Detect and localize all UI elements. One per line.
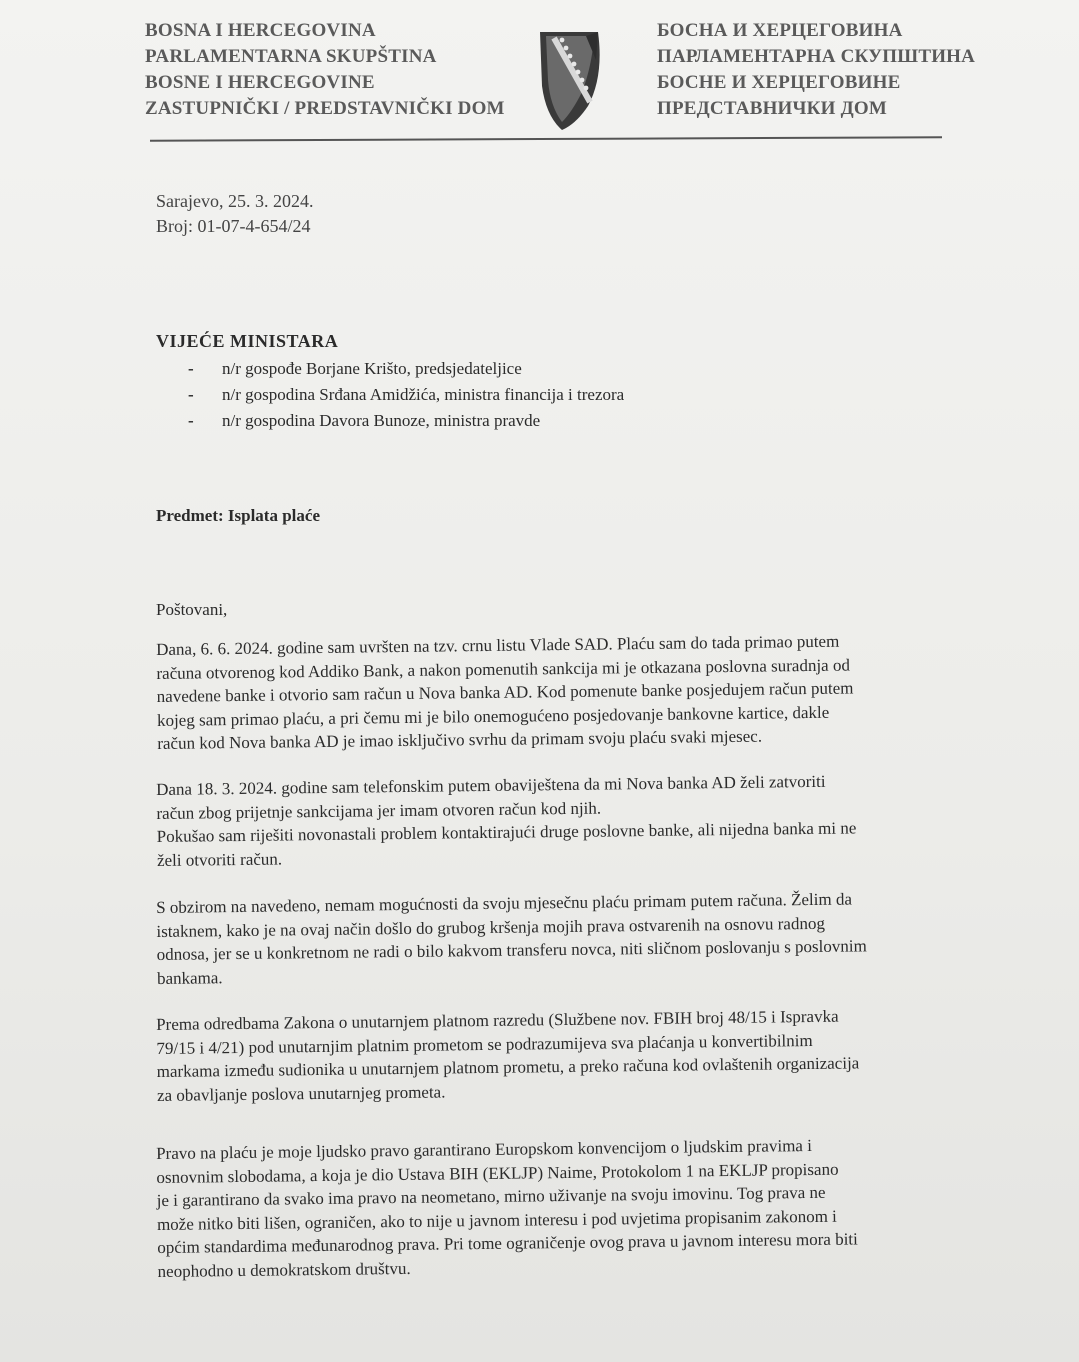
- paragraph-line: račun zbog prijetnje sankcijama jer imam otvoren račun kod njih.: [156, 798, 602, 823]
- paragraph-line: neophodno u demokratskom društvu.: [157, 1258, 411, 1281]
- paragraph-line: računa otvorenog kod Addiko Bank, a nakon pomenutih sankcija mi je otkazana poslovna suradnja od: [156, 655, 851, 683]
- paragraph-line: Dana 18. 3. 2024. godine sam telefonskim putem obaviještena da mi Nova banka AD želi zatvoriti: [156, 771, 826, 799]
- place-date: Sarajevo, 25. 3. 2024.: [156, 191, 314, 211]
- paragraph-line: markama između sudionika u unutarnjem platnom prometu, a preko računa kod ovlaštenih organizacija: [156, 1053, 860, 1081]
- coat-of-arms-icon: [532, 26, 608, 130]
- paragraph-line: navedene banke i otvorio sam račun u Nova banka AD. Kod pomenute banke posjedujem račun putem: [156, 678, 854, 706]
- paragraph-line: istaknem, kako je na ovaj način došlo do grubog kršenja mojih prava ostvarenih na osnovu radnog: [156, 913, 826, 941]
- letterhead-latin-line: BOSNA I HERCEGOVINA: [145, 20, 376, 41]
- letterhead-cyrillic-line: ПРЕДСТАВНИЧКИ ДОМ: [657, 98, 887, 119]
- paragraph-line: Pravo na plaću je moje ljudsko pravo garantirano Europskom konvencijom o ljudskim pravima i: [156, 1135, 812, 1163]
- letterhead-latin-line: BOSNE I HERCEGOVINE: [145, 72, 375, 93]
- paragraph-line: S obzirom na navedeno, nemam mogućnosti da svoju mjesečnu plaću primam putem računa. Želim da: [156, 889, 853, 917]
- paragraph-line: odnosa, jer se u konkretnom ne radi o bilo kakvom transferu novca, niti sličnom poslovanju s poslovnim: [156, 936, 867, 964]
- paragraph-line: je i garantirano da svako ima pravo na neometano, mirno uživanje na svoju imovinu. Tog prava ne: [156, 1182, 826, 1210]
- recipient-item: - n/r gospodina Davora Bunoze, ministra pravde: [156, 408, 990, 434]
- recipient-item: - n/r gospodina Srđana Amidžića, ministra financija i trezora: [156, 382, 990, 408]
- letterhead-latin-line: PARLAMENTARNA SKUPŠTINA: [145, 46, 437, 67]
- paragraph-line: 79/15 i 4/21) pod unutarnjim platnim prometom se podrazumijeva sva plaćanja u konvertibilnim: [156, 1030, 813, 1058]
- paragraph-line: Dana, 6. 6. 2024. godine sam uvršten na tzv. crnu listu Vlade SAD. Plaću sam do tada primao putem: [156, 631, 840, 659]
- paragraph-line: za obavljanje poslova unutarnjeg prometa.: [156, 1081, 446, 1105]
- letterhead-cyrillic-line: БОСНЕ И ХЕРЦЕГОВИНЕ: [657, 72, 901, 93]
- letterhead-cyrillic-line: БОСНА И ХЕРЦЕГОВИНА: [657, 20, 903, 41]
- paragraph-line: Pokušao sam riješiti novonastali problem kontaktirajući druge poslovne banke, ali nijedna banka mi ne: [156, 818, 857, 846]
- letterhead-latin: [145, 18, 545, 122]
- paragraph-line: kojeg sam primao plaću, a pri čemu mi je bilo onemogućeno posjedovanje bankovne kartice, dakle: [156, 702, 830, 730]
- letterhead-cyrillic-line: ПАРЛАМЕНТАРНА СКУПШТИНА: [657, 46, 976, 67]
- paragraph-line: želi otvoriti račun.: [156, 848, 283, 870]
- document-number: Broj: 01-07-4-654/24: [156, 216, 311, 236]
- paragraph-line: može nitko biti lišen, ograničen, ako to nije u javnom interesu i pod uvjetima propisanim zakonom i: [156, 1206, 837, 1234]
- paragraph-line: općim standardima međunarodnog prava. Pri tome ograničenje ovog prava u javnom interesu mora biti: [157, 1229, 858, 1257]
- recipients-block: [156, 330, 990, 434]
- subject-line: Predmet: Isplata plaće: [156, 506, 320, 525]
- letterhead-latin-line: ZASTUPNIČKI / PREDSTAVNIČKI DOM: [145, 98, 505, 119]
- document-meta: [156, 189, 990, 239]
- recipient-list: [156, 356, 990, 434]
- recipient-item: - n/r gospođe Borjane Krišto, predsjedateljice: [156, 356, 990, 382]
- paragraph-line: osnovnim slobodama, a koja je dio Ustava BIH (EKLJP) Naime, Protokolom 1 na EKLJP propisano: [156, 1159, 839, 1187]
- paragraph: [156, 1003, 991, 1107]
- letterhead: [145, 18, 976, 138]
- paragraph: [156, 1132, 992, 1283]
- paragraph-line: bankama.: [156, 967, 223, 988]
- paragraph: [156, 886, 991, 990]
- greeting: Poštovani,: [156, 600, 228, 619]
- paragraph: [156, 628, 991, 756]
- paragraph-line: Prema odredbama Zakona o unutarnjem platnom razredu (Službene nov. FBIH broj 48/15 i Ispravka: [156, 1006, 839, 1034]
- letterhead-cyrillic: [657, 18, 976, 122]
- paragraph: [156, 768, 991, 872]
- recipient-heading: VIJEĆE MINISTARA: [156, 331, 339, 351]
- paragraph-line: račun kod Nova banka AD je imao isključivo svrhu da primam svoju plaću svaki mjesec.: [157, 726, 763, 753]
